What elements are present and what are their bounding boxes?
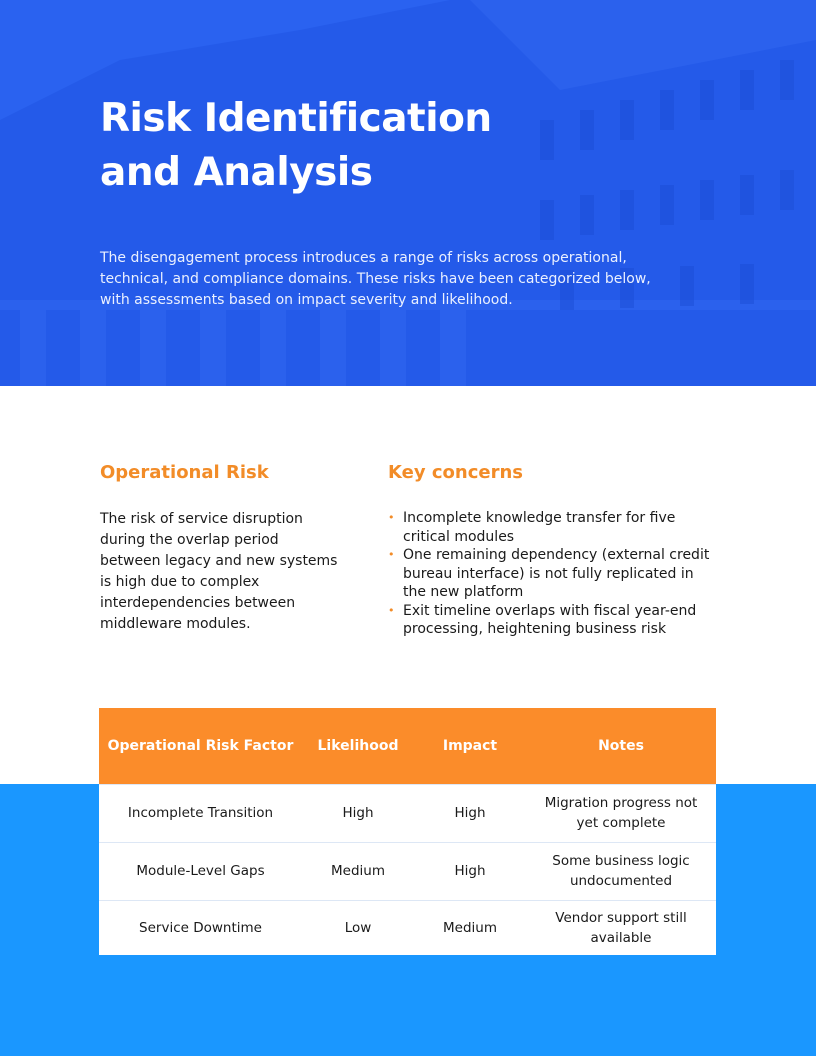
- table-cell: High: [342, 805, 374, 821]
- hero-section: [0, 0, 816, 386]
- table-cell: Vendor support still available: [555, 909, 687, 946]
- list-item-text: Exit timeline overlaps with fiscal year-end processing, heightening business risk: [403, 602, 697, 637]
- table-cell: Medium: [331, 863, 385, 879]
- bullet-icon: •: [388, 548, 395, 561]
- operational-risk-description: The risk of service disruption during the overlap period between legacy and new systems is high due to complex interdependencies between middleware modules.: [100, 511, 338, 632]
- table-row: [99, 842, 716, 900]
- table-cell: Some business logic undocumented: [552, 853, 690, 889]
- column-header-likelihood: Likelihood: [317, 737, 399, 754]
- table-cell: Incomplete Transition: [127, 805, 274, 821]
- table-cell: High: [454, 805, 486, 821]
- table-header-row: [99, 708, 716, 784]
- bullet-icon: •: [388, 511, 395, 524]
- column-header-risk-factor: Operational Risk Factor: [107, 737, 294, 754]
- key-concerns-heading: Key concerns: [388, 462, 523, 483]
- list-item: [388, 509, 718, 546]
- column-header-notes: Notes: [598, 737, 644, 754]
- table-row: [99, 900, 716, 955]
- table-cell: Medium: [443, 919, 497, 936]
- list-item-text: Incomplete knowledge transfer for five critical modules: [403, 510, 676, 545]
- column-header-impact: Impact: [442, 737, 498, 754]
- table-cell: Module-Level Gaps: [136, 863, 265, 879]
- table-cell: Service Downtime: [139, 919, 262, 936]
- page-title-line: Risk Identification: [100, 96, 492, 141]
- table-cell: Low: [344, 919, 372, 936]
- list-item: [388, 602, 718, 639]
- bullet-icon: •: [388, 603, 395, 617]
- key-concerns-list: [388, 509, 718, 639]
- table-cell: High: [454, 863, 486, 879]
- operational-risk-heading: Operational Risk: [100, 462, 269, 483]
- table-cell: Migration progress not yet complete: [544, 795, 698, 831]
- list-item-text: One remaining dependency (external credit bureau interface) is not fully replicated in the new platform: [403, 547, 710, 600]
- list-item: [388, 546, 718, 602]
- page-title-line: and Analysis: [100, 150, 373, 195]
- table-row: [99, 784, 716, 842]
- page-title: [100, 92, 620, 200]
- intro-paragraph: The disengagement process introduces a range of risks across operational, technical, and compliance domains. These risks have been categorized below, with assessments based on impact severity and likelihood.: [100, 250, 651, 308]
- risk-table: [99, 708, 716, 955]
